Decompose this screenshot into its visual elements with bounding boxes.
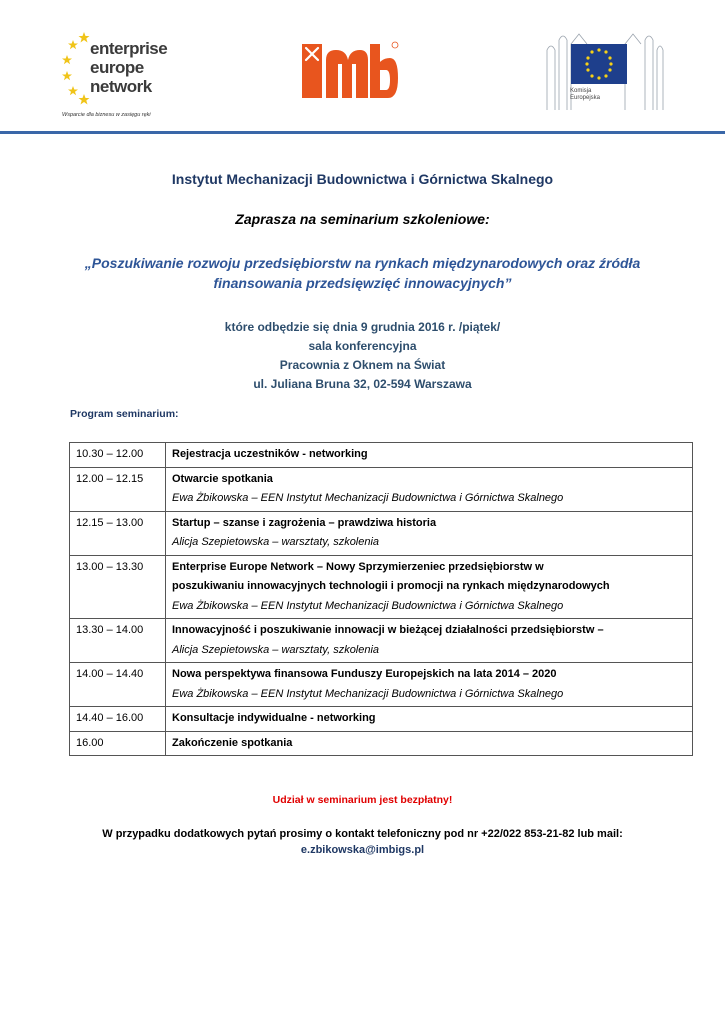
seminar-topic (0, 253, 725, 293)
program-row (70, 555, 693, 619)
seminar-topic-line-2: finansowania przedsięwzięć innowacyjnych” (213, 275, 512, 291)
program-item-title: Otwarcie spotkania (172, 472, 273, 485)
een-word-3: network (90, 77, 152, 96)
program-description (166, 731, 693, 756)
een-word-2: europe (90, 58, 144, 77)
imb-logo-mark-icon (300, 40, 400, 102)
program-time: 12.00 – 12.15 (70, 467, 166, 511)
ec-building-icon (545, 30, 665, 115)
program-time: 14.00 – 14.40 (70, 663, 166, 707)
invitation-line: Zaprasza na seminarium szkoleniowe: (235, 211, 490, 227)
program-row (70, 467, 693, 511)
program-item-title: Enterprise Europe Network – Nowy Sprzymierzeniec przedsiębiorstw w (172, 560, 544, 573)
program-description (166, 555, 693, 619)
program-description (166, 511, 693, 555)
institution-name: Instytut Mechanizacji Budownictwa i Górnictwa Skalnego (171, 171, 554, 187)
seminar-topic-line-1: „Poszukiwanie rozwoju przedsiębiorstw na rynkach międzynarodowych oraz źródła (84, 255, 641, 271)
program-item-speaker: Ewa Żbikowska – EEN Instytut Mechanizacji Budownictwa i Górnictwa Skalnego (172, 492, 564, 504)
program-time: 10.30 – 12.00 (70, 443, 166, 468)
program-time: 14.40 – 16.00 (70, 707, 166, 732)
european-commission-logo (545, 30, 665, 115)
program-item-title: Rejestracja uczestników - networking (172, 448, 368, 460)
program-row (70, 619, 693, 663)
een-word-1: enterprise (90, 39, 168, 58)
program-row (70, 511, 693, 555)
program-item-title: Nowa perspektywa finansowa Funduszy Europejskich na lata 2014 – 2020 (172, 668, 557, 680)
program-item-speaker: Alicja Szepietowska – warsztaty, szkolenia (172, 643, 380, 656)
program-row (70, 663, 693, 707)
program-time: 13.30 – 14.00 (70, 619, 166, 663)
program-time: 13.00 – 13.30 (70, 555, 166, 619)
program-item-title: Zakończenie spotkania (172, 736, 293, 749)
ec-label (570, 88, 600, 102)
program-time: 16.00 (70, 731, 166, 756)
een-tagline: Wsparcie dla biznesu w zasięgu ręki (62, 112, 151, 118)
header (0, 0, 725, 135)
enterprise-europe-network-logo (62, 28, 172, 123)
program-item-speaker: Alicja Szepietowska – warsztaty, szkolenia (172, 536, 380, 548)
program-description (166, 619, 693, 663)
program-description (166, 707, 693, 732)
program-row (70, 443, 693, 468)
ec-label-line-1: Komisja (570, 88, 592, 94)
event-venue: Pracownia z Oknem na Świat (279, 358, 446, 372)
program-item-title: poszukiwaniu innowacyjnych technologii i promocji na rynkach międzynarodowych (172, 580, 610, 592)
program-item-title: Innowacyjność i poszukiwanie innowacji w bieżącej działalności przedsiębiorstw – (172, 624, 604, 636)
program-description (166, 467, 693, 511)
program-item-title: Konsultacje indywidualne - networking (172, 712, 376, 724)
program-item-title: Startup – szanse i zagrożenia – prawdziwa historia (172, 516, 437, 529)
contact-line: W przypadku dodatkowych pytań prosimy o kontakt telefoniczny pod nr +22/022 853-21-82 lub mail: (102, 828, 623, 840)
contact-email[interactable]: e.zbikowska@imbigs.pl (300, 844, 425, 856)
free-participation-note: Udział w seminarium jest bezpłatny! (272, 794, 453, 806)
event-date: które odbędzie się dnia 9 grudnia 2016 r. /piątek/ (224, 320, 501, 334)
program-item-speaker: Ewa Żbikowska – EEN Instytut Mechanizacji Budownictwa i Górnictwa Skalnego (172, 687, 564, 700)
program-description (166, 443, 693, 468)
ec-label-line-2: Europejska (570, 95, 601, 101)
program-description (166, 663, 693, 707)
contact-info (0, 826, 725, 858)
program-row (70, 707, 693, 732)
program-item-speaker: Ewa Żbikowska – EEN Instytut Mechanizacji Budownictwa i Górnictwa Skalnego (172, 599, 564, 612)
event-details (0, 318, 725, 394)
program-table (69, 442, 693, 756)
event-room: sala konferencyjna (308, 339, 417, 353)
program-time: 12.15 – 13.00 (70, 511, 166, 555)
imb-logo (300, 40, 400, 102)
program-row (70, 731, 693, 756)
program-label: Program seminarium: (70, 408, 179, 420)
event-address: ul. Juliana Bruna 32, 02-594 Warszawa (253, 377, 472, 391)
header-divider (0, 131, 725, 134)
